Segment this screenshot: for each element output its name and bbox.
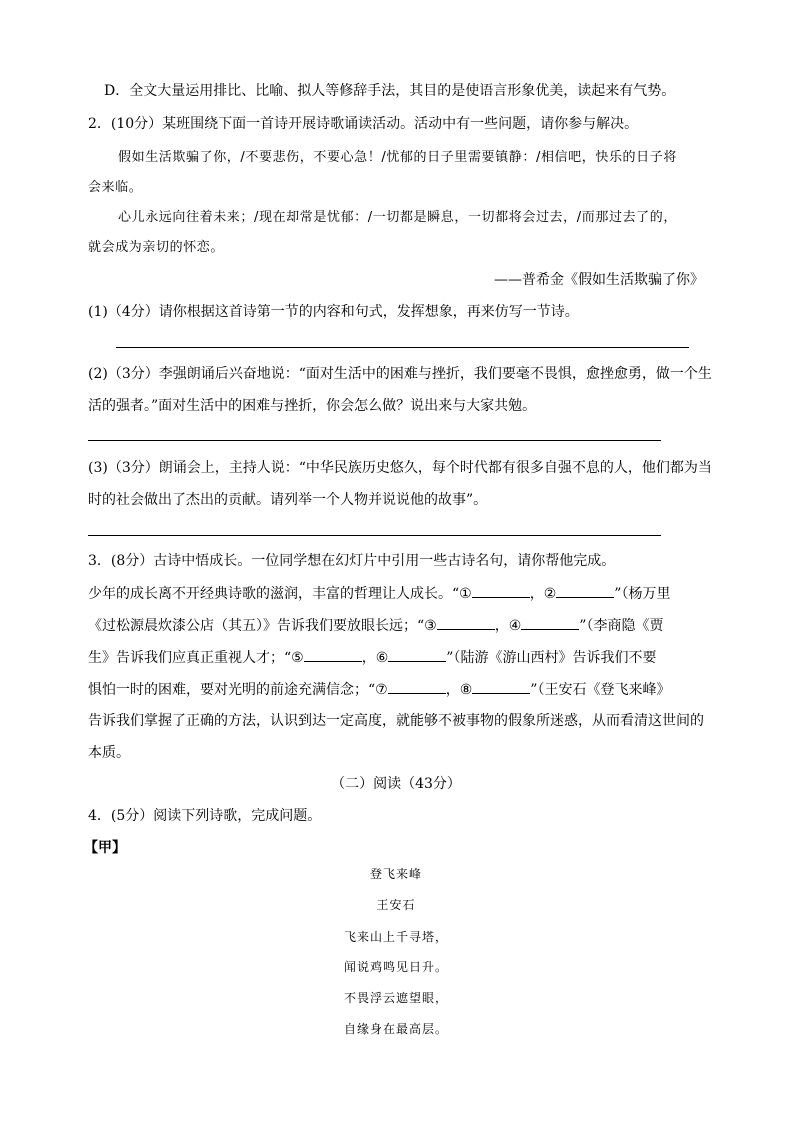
- fill-blank-8[interactable]: [472, 679, 530, 694]
- q3-text: ”（杨万里: [614, 586, 671, 602]
- q3-text: ”（陆游《游山西村》告诉我们不要: [446, 650, 657, 666]
- poem-tag-jia: 【甲】: [84, 840, 126, 856]
- blank-number-5: ⑤: [291, 650, 304, 666]
- answer-line-1[interactable]: [116, 347, 689, 348]
- question-3-stem: 3．(8分）古诗中悟成长。一位同学想在幻灯片中引用一些古诗名句，请你帮他完成。: [88, 553, 616, 569]
- answer-line-2[interactable]: [88, 440, 661, 441]
- fill-blank-1[interactable]: [472, 583, 530, 598]
- question-2-sub-2-line-1: (2)（3分）李强朗诵后兴奋地说：“面对生活中的困难与挫折，我们要毫不畏惧，愈挫愈勇，做一个生: [88, 366, 712, 382]
- poem-line: 自缘身在最高层。: [343, 1022, 448, 1036]
- blank-number-2: ②: [543, 586, 557, 602]
- option-d: D．全文大量运用排比、比喻、拟人等修辞手法，其目的是使语言形象优美，读起来有气势。: [104, 83, 676, 99]
- question-2-sub-1: (1)（4分）请你根据这首诗第一节的内容和句式，发挥想象，再来仿写一节诗。: [88, 304, 579, 320]
- fill-blank-3[interactable]: [437, 615, 495, 630]
- blank-number-8: ⑧: [459, 682, 473, 698]
- q3-text: 《过松源晨炊漆公店（其五）》告诉我们要放眼长远；“: [88, 618, 425, 634]
- poem-author: 王安石: [376, 898, 416, 912]
- q3-text: 惧怕一时的困难，要对光明的前途充满信念；“: [88, 682, 376, 698]
- q3-sep: ，: [361, 650, 376, 666]
- q3-text: 生》告诉我们应真正重视人才；“: [88, 650, 292, 666]
- fill-blank-5[interactable]: [304, 647, 362, 662]
- poem-stanza-2-line-2: 就会成为亲切的怀恋。: [88, 240, 225, 255]
- poem-stanza-1-line-1: 假如生活欺骗了你，/不要悲伤，不要心急！/忧郁的日子里需要镇静：/相信吧，快乐的日子将: [118, 150, 677, 165]
- q3-sep: ，: [445, 682, 460, 698]
- question-2-stem: 2．(10分）某班围绕下面一首诗开展诗歌诵读活动。活动中有一些问题，请你参与解决。: [88, 116, 639, 132]
- question-3-line-4: [88, 679, 708, 700]
- question-2-sub-3-line-2: 时的社会做出了杰出的贡献。请列举一个人物并说说他的故事”。: [88, 492, 488, 508]
- blank-number-6: ⑥: [375, 650, 389, 666]
- fill-blank-6[interactable]: [388, 647, 446, 662]
- q3-text: ”（李商隐《贾: [579, 618, 664, 634]
- question-2-sub-2-line-2: 活的强者。”面对生活中的困难与挫折，你会怎么做？说出来与大家共勉。: [88, 398, 537, 414]
- blank-number-1: ①: [459, 586, 472, 602]
- question-3-line-2: [88, 615, 708, 636]
- fill-blank-4[interactable]: [521, 615, 579, 630]
- poem-line: 飞来山上千寻塔，: [343, 930, 448, 944]
- fill-blank-2[interactable]: [556, 583, 614, 598]
- question-4-stem: 4．(5分）阅读下列诗歌，完成问题。: [88, 808, 322, 824]
- question-3-line-1: [88, 583, 708, 604]
- poem-source: ——普希金《假如生活欺骗了你》: [494, 272, 704, 288]
- question-3-line-3: [88, 647, 708, 668]
- poem-line: 闻说鸡鸣见日升。: [343, 960, 448, 974]
- poem-stanza-1-line-2: 会来临。: [88, 180, 143, 195]
- fill-blank-7[interactable]: [388, 679, 446, 694]
- poem-line: 不畏浮云遮望眼，: [343, 991, 448, 1005]
- blank-number-4: ④: [508, 618, 522, 634]
- blank-number-7: ⑦: [375, 682, 388, 698]
- question-3-line-6: 本质。: [88, 745, 130, 761]
- question-3-line-5: 告诉我们掌握了正确的方法，认识到达一定高度，就能够不被事物的假象所迷惑，从而看清这世间的: [88, 713, 704, 729]
- q3-text: ”（王安石《登飞来峰》: [530, 682, 671, 698]
- q3-sep: ，: [529, 586, 544, 602]
- section-heading: （二）阅读（43分）: [331, 776, 461, 792]
- q3-text: 少年的成长离不开经典诗歌的滋润，丰富的哲理让人成长。“: [88, 586, 460, 602]
- poem-title: 登飞来峰: [369, 867, 422, 881]
- poem-stanza-2-line-1: 心儿永远向往着未来；/现在却常是忧郁：/一切都是瞬息，一切都将会过去，/而那过去了的，: [118, 210, 677, 225]
- question-2-sub-3-line-1: (3)（3分）朗诵会上，主持人说：“中华民族历史悠久，每个时代都有很多自强不息的人，他们都为当: [88, 460, 712, 476]
- q3-sep: ，: [494, 618, 509, 634]
- answer-line-3[interactable]: [88, 535, 661, 536]
- blank-number-3: ③: [424, 618, 437, 634]
